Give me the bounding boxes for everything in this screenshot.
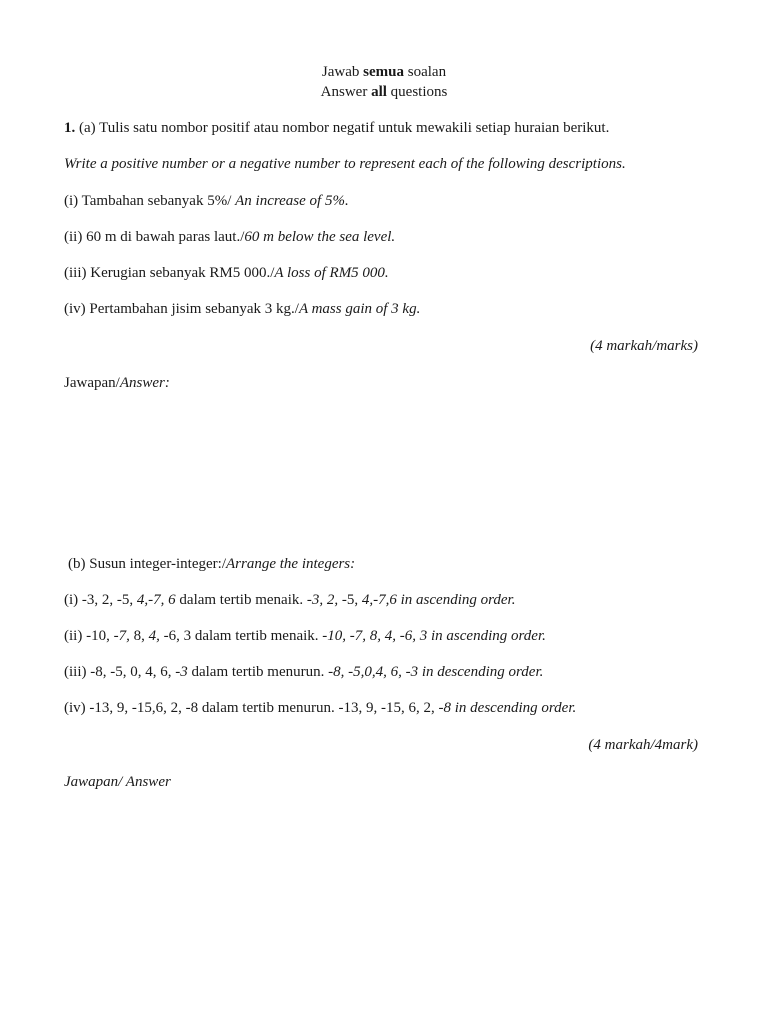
- q1b-item-i: (i) -3, 2, -5, 4,-7, 6 dalam tertib menaik. -3, 2, -5, 4,-7,6 in ascending order.: [64, 592, 516, 608]
- q1a-marks: (4 markah/marks): [590, 338, 698, 354]
- header-english: Answer all questions: [320, 84, 448, 100]
- q1a-item-iii: (iii) Kerugian sebanyak RM5 000./A loss of RM5 000.: [64, 265, 389, 281]
- q1a-item-i: (i) Tambahan sebanyak 5%/ An increase of 5%.: [64, 193, 349, 209]
- q1b-answer-label: Jawapan/ Answer: [64, 774, 171, 790]
- q1b-item-iv: (iv) -13, 9, -15,6, 2, -8 dalam tertib menurun. -13, 9, -15, 6, 2, -8 in descending order.: [64, 700, 577, 716]
- q1a-instruction-english: Write a positive number or a negative number to represent each of the following descriptions.: [64, 156, 626, 172]
- q1a-answer-label: Jawapan/Answer:: [64, 375, 170, 391]
- q1b-item-ii: (ii) -10, -7, 8, 4, -6, 3 dalam tertib menaik. -10, -7, 8, 4, -6, 3 in ascending order.: [64, 628, 546, 644]
- q1b-marks: (4 markah/4mark): [588, 737, 698, 753]
- q1a-instruction-malay: 1. (a) Tulis satu nombor positif atau nombor negatif untuk mewakili setiap huraian berikut.: [64, 120, 610, 136]
- q1b-item-iii: (iii) -8, -5, 0, 4, 6, -3 dalam tertib menurun. -8, -5,0,4, 6, -3 in descending order.: [64, 664, 544, 680]
- q1a-item-ii: (ii) 60 m di bawah paras laut./60 m below the sea level.: [64, 229, 396, 245]
- header-malay: Jawab semua soalan: [321, 64, 447, 80]
- q1a-item-iv: (iv) Pertambahan jisim sebanyak 3 kg./A mass gain of 3 kg.: [64, 301, 421, 317]
- instructions-header: [0, 62, 768, 102]
- q1b-instruction: (b) Susun integer-integer:/Arrange the integers:: [68, 556, 356, 572]
